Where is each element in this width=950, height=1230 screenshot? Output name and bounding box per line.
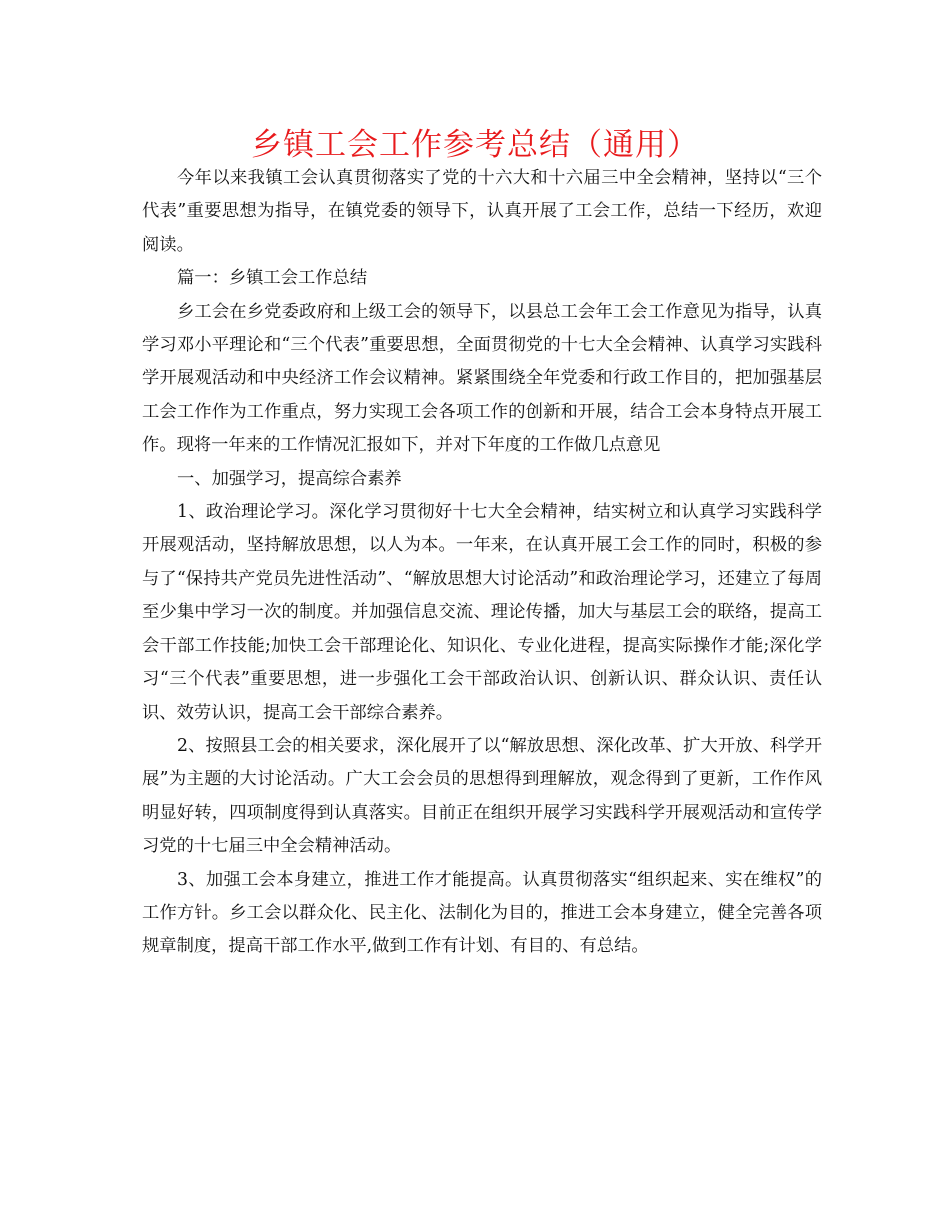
document-body — [142, 162, 822, 964]
intro-paragraph: 今年以来我镇工会认真贯彻落实了党的十六大和十六届三中全会精神，坚持以“三个代表”重要思想为指导，在镇党委的领导下，认真开展了工会工作，总结一下经历，欢迎阅读。 — [142, 168, 822, 255]
body-paragraph: 乡工会在乡党委政府和上级工会的领导下，以县总工会年工会工作意见为指导，认真学习邓小平理论和“三个代表”重要思想，全面贯彻党的十七大全会精神、认真学习实践科学开展观活动和中央经济工作会议精神。紧紧围绕全年党委和行政工作目的，把加强基层工会工作作为工作重点，努力实现工会各项工作的创新和开展，结合工会本身特点开展工作。现将一年来的工作情况汇报如下，并对下年度的工作做几点意见 — [142, 301, 822, 456]
body-paragraph: 3、加强工会本身建立，推进工作才能提高。认真贯彻落实“组织起来、实在维权”的工作方针。乡工会以群众化、民主化、法制化为目的，推进工会本身建立，健全完善各项规章制度，提高干部工作水平,做到工作有计划、有目的、有总结。 — [142, 869, 822, 957]
subsection-heading: 一、加强学习，提高综合素养 — [177, 468, 402, 489]
body-paragraph: 1、政治理论学习。深化学习贯彻好十七大全会精神，结实树立和认真学习实践科学开展观活动，坚持解放思想，以人为本。一年来，在认真开展工会工作的同时，积极的参与了“保持共产党员先进性活动”、“解放思想大讨论活动”和政治理论学习，还建立了每周至少集中学习一次的制度。并加强信息交流、理论传播，加大与基层工会的联络，提高工会干部工作技能;加快工会干部理论化、知识化、专业化进程，提高实际操作才能;深化学习“三个代表”重要思想，进一步强化工会干部政治认识、创新认识、群众认识、责任认识、效劳认识，提高工会干部综合素养。 — [142, 502, 822, 723]
section-heading: 篇一：乡镇工会工作总结 — [177, 268, 368, 289]
body-paragraph: 2、按照县工会的相关要求，深化展开了以“解放思想、深化改革、扩大开放、科学开展”为主题的大讨论活动。广大工会会员的思想得到理解放，观念得到了更新，工作作风明显好转，四项制度得到认真落实。目前正在组织开展学习实践科学开展观活动和宣传学习党的十七届三中全会精神活动。 — [142, 735, 822, 857]
document-title: 乡镇工会工作参考总结（通用） — [251, 127, 699, 163]
